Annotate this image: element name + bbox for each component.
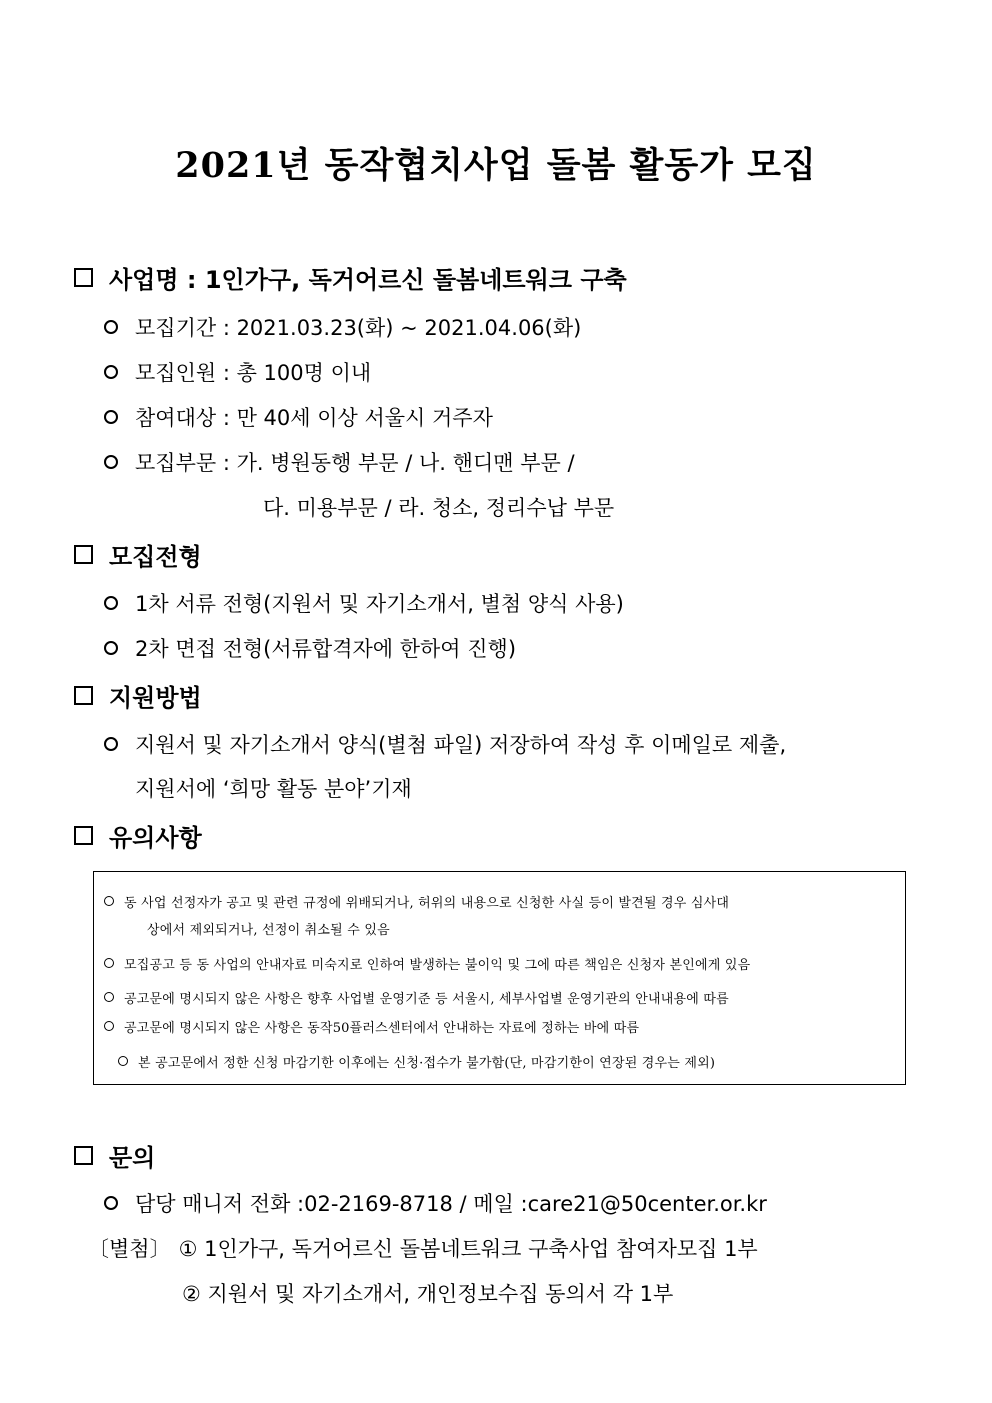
checkbox-icon [74, 268, 93, 287]
list-item-text: 지원서에 ‘희망 활동 분야’기재 [135, 777, 412, 801]
section-selection-heading [74, 537, 202, 571]
section-project-heading-text: 사업명 : 1인가구, 독거어르신 돌봄네트워크 구축 [109, 265, 627, 294]
checkbox-icon [74, 686, 93, 705]
circle-bullet-icon [118, 1056, 128, 1066]
list-item-text: 참여대상 : 만 40세 이상 서울시 거주자 [135, 406, 493, 430]
notice-line-text: 공고문에 명시되지 않은 사항은 동작50플러스센터에서 안내하는 자료에 정하는 바에 따름 [124, 1020, 640, 1036]
list-item [104, 402, 493, 432]
circle-bullet-icon [104, 896, 114, 906]
attachment-line [88, 1233, 758, 1263]
list-item [104, 312, 581, 342]
notice-line-text: 공고문에 명시되지 않은 사항은 향후 사업별 운영기준 등 서울시, 세부사업별 운영기관의 안내내용에 따름 [124, 991, 729, 1007]
list-item-text: 다. 미용부문 / 라. 청소, 정리수납 부문 [263, 496, 615, 520]
section-project-heading [74, 260, 627, 294]
contact-text: 담당 매니저 전화 :02-2169-8718 / 메일 :care21@50center.or.kr [135, 1192, 767, 1216]
notice-line-text: 본 공고문에서 정한 신청 마감기한 이후에는 신청·접수가 불가함(단, 마감기한이 연장된 경우는 제외) [138, 1055, 716, 1071]
checkbox-icon [74, 545, 93, 564]
circle-bullet-icon [104, 1021, 114, 1031]
contact-item [104, 1188, 767, 1218]
list-item-text: 모집기간 : 2021.03.23(화) ~ 2021.04.06(화) [135, 316, 582, 340]
circle-bullet-icon [104, 958, 114, 968]
circle-bullet-icon [104, 1196, 118, 1210]
list-item [104, 357, 371, 387]
checkbox-icon [74, 1146, 93, 1165]
circle-bullet-icon [104, 992, 114, 1002]
section-notes-heading-text: 유의사항 [109, 823, 202, 852]
circle-bullet-icon [104, 410, 118, 424]
notice-line [104, 1015, 639, 1037]
circle-bullet-icon [104, 365, 118, 379]
notice-line [104, 890, 729, 912]
section-contact-heading [74, 1138, 155, 1172]
section-contact-heading-text: 문의 [109, 1143, 156, 1172]
circle-bullet-icon [104, 320, 118, 334]
circle-bullet-icon [104, 455, 118, 469]
section-selection-heading-text: 모집전형 [109, 542, 202, 571]
notice-line [104, 986, 729, 1008]
notice-line [118, 1050, 715, 1072]
list-item-text: 지원서 및 자기소개서 양식(별첨 파일) 저장하여 작성 후 이메일로 제출, [135, 733, 787, 757]
list-item [104, 588, 624, 618]
list-item-continuation [263, 492, 614, 522]
notice-line [104, 952, 750, 974]
list-item-text: 2차 면접 전형(서류합격자에 한하여 진행) [135, 637, 517, 661]
list-item-continuation [135, 773, 412, 803]
list-item [104, 729, 786, 759]
notice-line-text: 모집공고 등 동 사업의 안내자료 미숙지로 인하여 발생하는 불이익 및 그에 따른 책임은 신청자 본인에게 있음 [124, 957, 751, 973]
attachment-item: ① 1인가구, 독거어르신 돌봄네트워크 구축사업 참여자모집 1부 [178, 1237, 758, 1261]
page-title: 2021년 동작협치사업 돌봄 활동가 모집 [175, 145, 817, 186]
notice-box [93, 871, 906, 1085]
attachments-label: 〔별첨〕 [88, 1237, 171, 1261]
circle-bullet-icon [104, 596, 118, 610]
list-item [104, 633, 516, 663]
section-notes-heading [74, 818, 202, 852]
checkbox-icon [74, 826, 93, 845]
list-item-text: 모집인원 : 총 100명 이내 [135, 361, 372, 385]
section-apply-heading [74, 678, 202, 712]
list-item-text: 1차 서류 전형(지원서 및 자기소개서, 별첨 양식 사용) [135, 592, 624, 616]
list-item-text: 모집부문 : 가. 병원동행 부문 / 나. 핸디맨 부문 / [135, 451, 575, 475]
circle-bullet-icon [104, 641, 118, 655]
attachment-item: ② 지원서 및 자기소개서, 개인정보수집 동의서 각 1부 [182, 1282, 674, 1306]
list-item [104, 447, 575, 477]
notice-line-text: 동 사업 선정자가 공고 및 관련 규정에 위배되거나, 허위의 내용으로 신청한 사실 등이 발견될 경우 심사대 [124, 895, 730, 911]
circle-bullet-icon [104, 737, 118, 751]
section-apply-heading-text: 지원방법 [109, 683, 202, 712]
notice-line-continuation [147, 917, 390, 939]
notice-line-text: 상에서 제외되거나, 선정이 취소될 수 있음 [147, 922, 390, 938]
attachment-line [182, 1278, 673, 1308]
